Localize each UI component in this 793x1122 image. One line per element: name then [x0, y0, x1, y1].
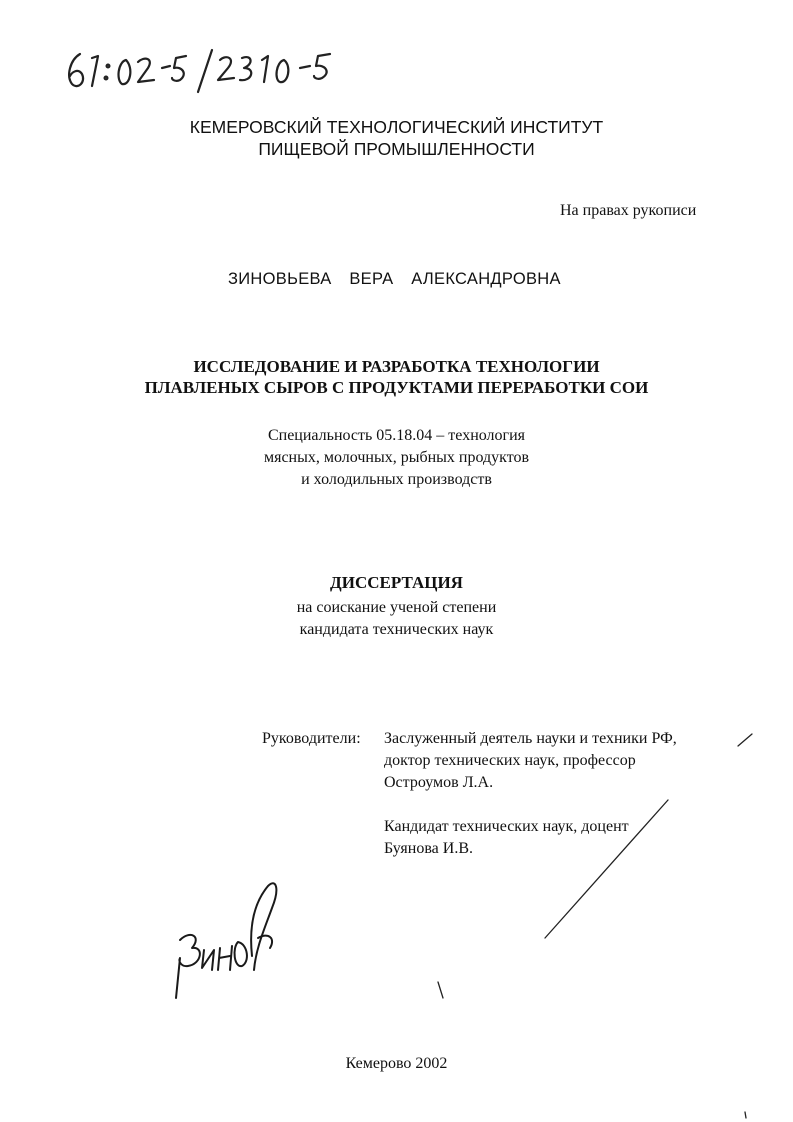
dissertation-title: [0, 356, 793, 398]
author-name: ЗИНОВЬЕВА ВЕРА АЛЕКСАНДРОВНА: [228, 270, 561, 288]
supervisor-first-line-3: Остроумов Л.А.: [384, 774, 494, 791]
institute-name: [0, 116, 793, 160]
rights-note: На правах рукописи: [560, 202, 697, 219]
specialty-line-2: мясных, молочных, рыбных продуктов: [263, 449, 530, 466]
institute-line-1: КЕМЕРОВСКИЙ ТЕХНОЛОГИЧЕСКИЙ ИНСТИТУТ: [189, 117, 604, 137]
dissertation-heading: ДИССЕРТАЦИЯ: [330, 573, 463, 592]
degree-line-2: кандидата технических наук: [299, 621, 494, 638]
degree-block: [0, 597, 793, 641]
supervisor-first-line-1: Заслуженный деятель науки и техники РФ,: [384, 730, 677, 747]
specialty-line-3: и холодильных производств: [301, 471, 492, 488]
supervisors-label: Руководители:: [262, 730, 361, 747]
specialty-block: [0, 425, 793, 491]
institute-line-2: ПИЩЕВОЙ ПРОМЫШЛЕННОСТИ: [258, 139, 535, 159]
supervisor-second-line-2: Буянова И.В.: [384, 840, 473, 857]
supervisor-second: [384, 816, 629, 860]
degree-line-1: на соискание ученой степени: [296, 599, 497, 616]
city-year: Кемерово 2002: [345, 1055, 448, 1072]
author-signature: [172, 878, 292, 1008]
archive-code-handwriting: [62, 46, 352, 96]
supervisor-second-line-1: Кандидат технических наук, доцент: [384, 818, 629, 835]
supervisor-first: [384, 728, 677, 794]
specialty-line-1: Специальность 05.18.04 – технология: [267, 427, 526, 444]
supervisor-first-line-2: доктор технических наук, профессор: [384, 752, 636, 769]
title-line-2: ПЛАВЛЕНЫХ СЫРОВ С ПРОДУКТАМИ ПЕРЕРАБОТКИ СОИ: [144, 378, 649, 397]
title-line-1: ИССЛЕДОВАНИЕ И РАЗРАБОТКА ТЕХНОЛОГИИ: [193, 357, 600, 376]
